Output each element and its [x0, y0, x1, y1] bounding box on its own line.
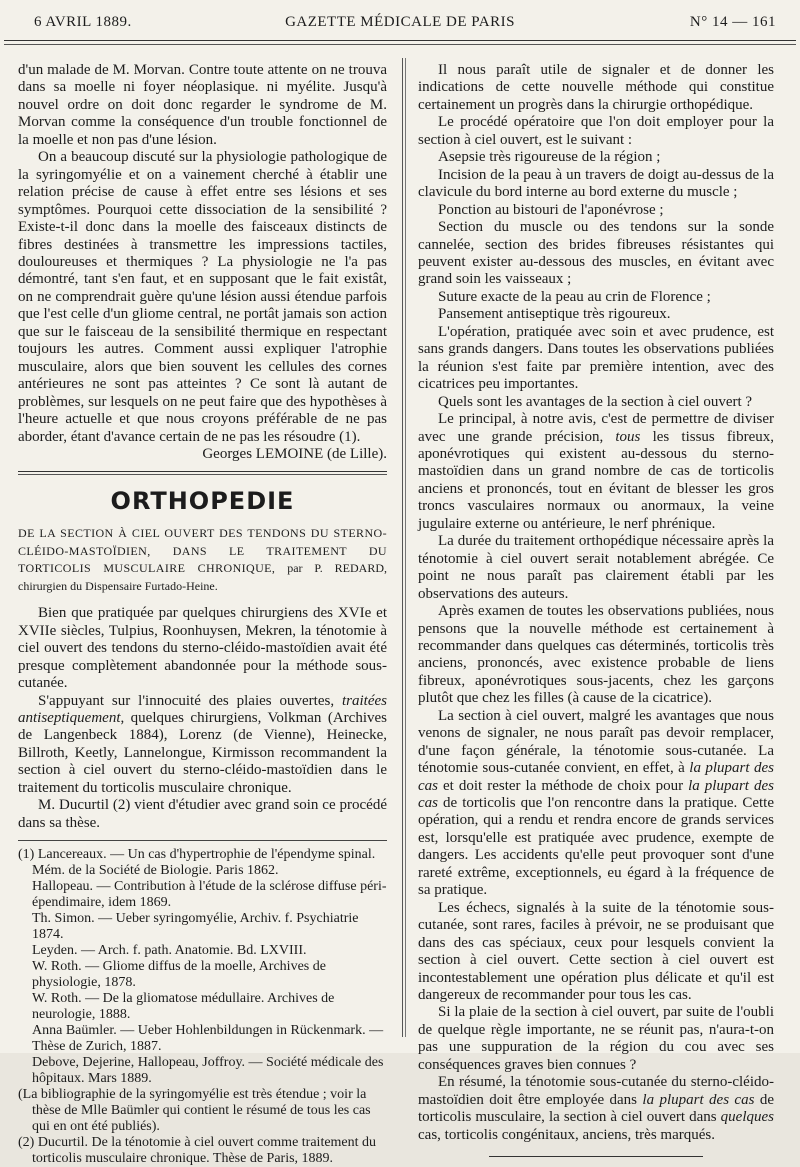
text-run: La section à ciel ouvert, malgré les avantages que nous venons de signaler, ne nous paraît pas devoir remplacer, d'une façon générale, la ténotomie sous-cutanée. La ténotomie sous-cutanée convient, en effet, à: [418, 707, 774, 777]
column-divider: [402, 58, 403, 1037]
footnote: (La bibliographie de la syringomyélie est très étendue ; voir la thèse de Mlle Baümler qui contient le résumé de tous les cas qui en ont été publiés).: [18, 1087, 371, 1135]
italic-text: tous: [615, 428, 641, 445]
footnote: W. Roth. — Gliome diffus de la moelle, Archives de physiologie, 1878.: [32, 959, 326, 991]
paragraph: Le procédé opératoire que l'on doit employer pour la section à ciel ouvert, est le suivant :: [418, 114, 774, 148]
paragraph: [418, 708, 774, 900]
footnote: Anna Baümler. — Ueber Hohlenbildungen in Rückenmark. — Thèse de Zurich, 1887.: [32, 1023, 384, 1055]
italic-text: traitées antiseptiquement: [18, 692, 387, 726]
header-journal-title: GAZETTE MÉDICALE DE PARIS: [285, 14, 515, 30]
paragraph: d'un malade de M. Morvan. Contre toute attente on ne trouva dans sa moelle ni foyer néoplasique. ni myélite. Jusqu'à nouvel ordre on doit donc regarder le syndrome de M. Morvan comme la conséquence d'un trouble fonctionnel de la moelle et non pas d'une lésion.: [18, 62, 387, 148]
footnote: (2) Ducurtil. De la ténotomie à ciel ouvert comme traitement du torticolis musculaire chronique. Thèse de Paris, 1889.: [18, 1135, 377, 1167]
procedure-step: Pansement antiseptique très rigoureux.: [438, 306, 671, 323]
italic-text: la plupart des cas: [418, 760, 774, 794]
running-header: [0, 0, 800, 40]
text-run: les tissus fibreux, aponévrotiques qui existent au-dessous du sterno-mastoïdien dans un grand nombre de cas de torticolis anciens et prononcés, tout en évitant de blesser les gros troncs vasculaires normaux ou anormaux, la veine jugulaire externe ou antérieure, le nerf phrénique.: [418, 428, 774, 532]
paragraph: [418, 1074, 774, 1144]
text-run: En résumé, la ténotomie sous-cutanée du sterno-cléido-mastoïdien doit être employée dans: [418, 1074, 774, 1108]
article-title: [18, 525, 387, 595]
article-end-rule: [489, 1156, 703, 1157]
paragraph: La durée du traitement orthopédique nécessaire après la ténotomie à ciel ouvert serait notablement abrégée. Ce point ne nous paraît pas clairement établi par les observations des auteurs.: [418, 533, 774, 602]
paragraph: Si la plaie de la section à ciel ouvert, par suite de l'oubli de quelque règle importante, ne se réunit pas, n'aura-t-on pas une suppuration de la région du cou avec ses conséquences graves bien connues ?: [418, 1004, 774, 1073]
paragraph: Les échecs, signalés à la suite de la ténotomie sous-cutanée, sont rares, faciles à prévoir, ne se produisant que dans des cas spéciaux, ceux pour lesquels convient la section à ciel ouvert. Cette section à ciel ouvert est incontestablement une opération plus délicate et qu'il est dangereux de recommander pour tous les cas.: [418, 899, 774, 1004]
text-run: , quelques chirurgiens, Volkman (Archives de Langenbeck 1884), Lorenz (de Vienne), Heinecke, Billroth, Keetly, Lannelongue, Kirmisson recommandent la section à ciel ouvert du sterno-cléido-mastoïdien dans le traitement du torticolis musculaire chronique.: [18, 709, 387, 796]
section-title: ORTHOPEDIE: [110, 487, 295, 516]
procedure-step: Ponction au bistouri de l'aponévrose ;: [438, 201, 664, 218]
section-rule: [18, 471, 387, 475]
procedure-step: Section du muscle ou des tendons sur la sonde cannelée, section des brides fibreuses résistantes qui peuvent exister au-dessous des muscles, en évitant avec grand soin les vaisseaux ;: [418, 219, 774, 288]
footnote: W. Roth. — De la gliomatose médullaire. Archives de neurologie, 1888.: [32, 991, 335, 1023]
header-rule: [4, 40, 796, 45]
text-run: et doit rester la méthode de choix pour: [438, 777, 689, 794]
paragraph: M. Ducurtil (2) vient d'étudier avec grand soin ce procédé dans sa thèse.: [18, 797, 387, 831]
procedure-step: Incision de la peau à un travers de doigt au-dessus de la clavicule du bord interne au bord externe du muscle ;: [418, 166, 774, 201]
footnote: Th. Simon. — Ueber syringomyélie, Archiv. f. Psychiatrie 1874.: [32, 911, 359, 943]
paragraph: On a beaucoup discuté sur la physiologie pathologique de la syringomyélie et on a vainement cherché à établir une relation précise de cause à effet entre ses lésions et ses symptômes. Pourquoi cette dissociation de la sensibilité ? Existe-t-il donc dans la moelle des faisceaux distincts de fibres destinées à transmettre les impressions tactiles, douloureuses et thermiques ? La physiologie ne l'a pas démontré, tant s'en faut, et en supposant que le fait existât, on ne comprendrait guère qu'une lésion aussi étendue parfois que l'est celle d'un gliome central, ne portât jamais son action que sur le faisceau de la sensibilité thermique en respectant toujours les autres. Comment aussi expliquer l'atrophie musculaire, alors que bien souvent les cellules des cornes antérieures ne sont pas atteintes ? Ce sont là autant de problèmes, sur lesquels on ne peut faire que des hypothèses à l'heure actuelle et que nous croyons préférable de ne pas aborder, étant d'avance certain de ne pas les résoudre (1).: [18, 149, 387, 445]
text-run: de torticolis musculaire, la section à ciel ouvert dans: [418, 1091, 774, 1126]
italic-text: quelques: [720, 1109, 774, 1126]
footnote-rule: [18, 840, 387, 841]
paragraph: Quels sont les avantages de la section à ciel ouvert ?: [438, 393, 753, 410]
italic-text: la plupart des cas: [642, 1091, 755, 1108]
text-run: cas, torticolis congénitaux, anciens, très marqués.: [418, 1126, 715, 1143]
header-issue-page: N° 14 — 161: [689, 14, 776, 30]
column-divider-thin: [405, 58, 406, 1037]
author-signature: Georges LEMOINE (de Lille).: [202, 445, 387, 462]
procedure-step: Asepsie très rigoureuse de la région ;: [438, 149, 661, 166]
footnote: (1) Lancereaux. — Un cas d'hypertrophie de l'épendyme spinal. Mém. de la Société de Biologie. Paris 1862.: [18, 847, 376, 879]
footnotes: [18, 847, 387, 1167]
procedure-step: Suture exacte de la peau au crin de Florence ;: [438, 288, 711, 305]
footnote: Debove, Dejerine, Hallopeau, Joffroy. — Société médicale des hôpitaux. Mars 1889.: [32, 1055, 384, 1087]
text-run: Le principal, à notre avis, c'est de permettre de diviser avec une grande précision,: [418, 411, 774, 445]
footnote: Leyden. — Arch. f. path. Anatomie. Bd. LXVIII.: [32, 943, 307, 959]
footnote: Hallopeau. — Contribution à l'étude de la sclérose diffuse péri-épendimaire, idem 1869.: [32, 879, 387, 911]
text-run: de torticolis que l'on rencontre dans la pratique. Cette opération, qui a rendu et rendra encore de grands services est, lorsqu'elle est pratiquée avec prudence, exempte de dangers. Les accidents qu'elle peut provoquer sont d'une rareté extrême, exceptionnels, eu égard à la fréquence de sa pratique.: [418, 795, 774, 899]
text-run: S'appuyant sur l'innocuité des plaies ouvertes,: [38, 692, 342, 709]
italic-text: la plupart des cas: [418, 777, 774, 812]
paragraph: Il nous paraît utile de signaler et de donner les indications de cette nouvelle méthode qui constitue certainement un progrès dans la chirurgie orthopédique.: [418, 62, 774, 113]
paragraph: [418, 411, 774, 533]
paragraph: [18, 693, 387, 798]
paragraph: Bien que pratiquée par quelques chirurgiens des XVIe et XVIIe siècles, Tulpius, Roonhuysen, Mekren, la ténotomie à ciel ouvert des tendons du sterno-cléido-mastoïdien avait été presque complètement abandonnée pour la méthode sous-cutanée.: [18, 605, 387, 692]
paragraph: Après examen de toutes les observations publiées, nous pensons que la nouvelle méthode est certainement à recommander dans quelques cas déterminés, torticolis très anciens, prononcés, avec existence probable de liens fibreux, aponévrotiques sous-jacents, chez les garçons plutôt que chez les filles (à cause de la cicatrice).: [418, 603, 774, 707]
left-column: [18, 62, 387, 1167]
right-column: [418, 62, 774, 1157]
article-author: par P. REDARD, chirurgien du Dispensaire Furtado-Heine.: [18, 561, 387, 593]
article-heading: DE LA SECTION À CIEL OUVERT DES TENDONS DU STERNO-CLÉIDO-MASTOÏDIEN, DANS LE TRAITEMENT DU TORTICOLIS MUSCULAIRE CHRONIQUE,: [18, 526, 387, 576]
header-date: 6 AVRIL 1889.: [34, 14, 132, 30]
paragraph: L'opération, pratiquée avec soin et avec prudence, est sans grands dangers. Dans toutes les observations publiées la réunion s'est faite par première intention, avec des cicatrices peu importantes.: [418, 323, 774, 393]
